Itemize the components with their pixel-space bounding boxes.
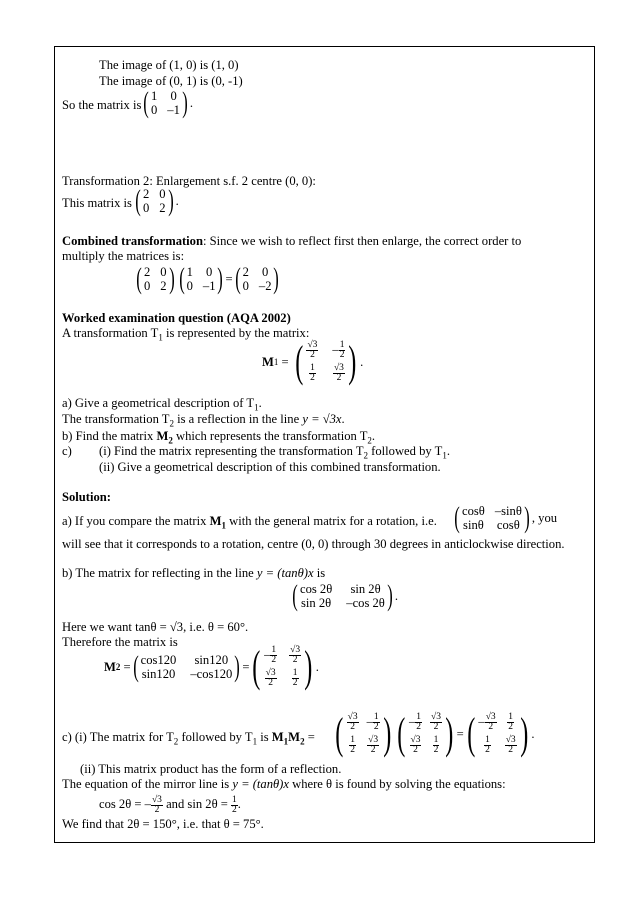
matrix-cell: sin120 <box>194 653 229 667</box>
matrix-cell: – $\frac{1}{2}$ <box>366 712 379 732</box>
mirror-post: where θ is found by solving the equations: <box>288 777 506 791</box>
solution-b-therefore: Therefore the matrix is <box>62 635 178 649</box>
solution-a-line-2: will see that it corresponds to a rotation, centre (0, 0) through 30 degrees in anticlockwise direction. <box>62 537 565 551</box>
reflection-x-matrix: ( 1 0 0 –1 ) . <box>143 86 194 119</box>
intro-matrix-label: So the matrix is <box>62 98 142 112</box>
combined-text-1: : Since we wish to reflect first then enlarge, the correct order to <box>202 234 522 248</box>
matrix-cell: cosθ <box>496 518 520 532</box>
solution-a-text: a) If you compare the matrix <box>62 514 210 528</box>
question-heading: Worked examination question (AQA 2002) <box>62 311 291 325</box>
matrix-cell: √3 2 <box>290 645 301 665</box>
fraction-num: √3 <box>307 340 318 350</box>
m2-label: M <box>104 659 116 674</box>
final-answer: We find that 2θ = 150°, i.e. that θ = 75°. <box>62 817 264 831</box>
matrix-cell: 0 <box>186 279 193 293</box>
subscript: 2 <box>300 736 305 747</box>
subscript: 1 <box>254 402 259 413</box>
matrix-cell: √3 2 <box>347 712 358 732</box>
matrix-cell: 0 <box>144 279 151 293</box>
matrix-cell: –cos120 <box>190 667 233 681</box>
matrix-cell: 0 <box>242 279 249 293</box>
matrix-cell: –cos 2θ <box>346 596 385 610</box>
matrix-cell: 2 <box>160 279 167 293</box>
part-c-i-mid: followed by T <box>368 444 443 458</box>
matrix-cell: 0 <box>206 265 213 279</box>
t2-rest: is a reflection in the line <box>173 412 303 426</box>
part-c-ii: (ii) Give a geometrical description of this combined transformation. <box>99 460 441 474</box>
part-b-matrix: M <box>156 429 169 443</box>
matrix-cell: 1 2 <box>350 735 356 755</box>
matrix-cell: –1 <box>202 279 216 293</box>
matrix-cell: cos120 <box>140 653 177 667</box>
matrix-cell <box>306 341 318 360</box>
solution-c-i-text: c) (i) The matrix for T <box>62 730 174 744</box>
minus-sign: – <box>332 342 339 357</box>
intro-line-1: The image of (1, 0) is (1, 0) <box>99 58 239 72</box>
subscript: 2 <box>169 418 174 429</box>
mirror-pre: The equation of the mirror line is <box>62 777 233 791</box>
matrix-cell: sinθ <box>463 518 484 532</box>
question-intro-rest: is represented by the matrix: <box>162 326 310 340</box>
matrix-cell: 0 <box>160 265 167 279</box>
subscript: 2 <box>173 736 179 747</box>
matrix-m2-derivation: M 2 = ( cos120 sin120 sin120 –cos120 ) = ( – $\frac{1}{2}$ √3 2 √3 2 1 2 ) . <box>104 642 319 691</box>
matrix-cell: 1 2 <box>485 735 490 755</box>
matrix-cell: 1 2 <box>433 735 439 755</box>
matrix-cell <box>332 341 345 360</box>
part-b-rest: which represents the transformation T <box>172 429 368 443</box>
matrix-cell: –sinθ <box>494 504 522 518</box>
m1-label: M <box>262 354 274 369</box>
subscript: 2 <box>363 450 369 461</box>
fraction-num: √3 <box>333 363 344 373</box>
solution-heading: Solution: <box>62 490 111 504</box>
part-b-text: b) Find the matrix <box>62 429 157 443</box>
matrix-cell: √3 2 <box>431 712 441 732</box>
matrix-cell: 1 <box>186 265 193 279</box>
solution-c-i-mid: followed by T <box>178 730 253 744</box>
matrix-cell: sin120 <box>141 667 176 681</box>
matrix-m1: M 1 = ( $\frac{√3}{2}$ – $\frac{1}{2}$ $\frac{1}{2}$ $\frac{√3}{2}$ ) . <box>262 337 364 386</box>
subscript: 2 <box>367 435 372 446</box>
part-c-i-text: (i) Find the matrix representing the transformation T <box>99 444 364 458</box>
matrix-cell: √3 2 <box>410 735 421 755</box>
fraction-num: 1 <box>310 363 315 373</box>
mirror-line-text <box>62 777 506 792</box>
solution-b-here: Here we want tanθ = √3, i.e. θ = 60°. <box>62 620 249 634</box>
subscript: 2 <box>168 435 173 446</box>
matrix-cell: 0 <box>262 265 269 279</box>
matrix-cell: √3 2 <box>505 735 516 755</box>
rotation-matrix: ( cosθ –sinθ sinθ cosθ ) , you <box>454 501 558 534</box>
matrix-cell <box>306 364 318 383</box>
eq-cos: cos 2θ = – <box>99 797 151 811</box>
combined-label: Combined transformation <box>62 234 203 248</box>
solution-a-matrix: M <box>209 514 222 528</box>
matrix-cell: –1 <box>167 103 180 117</box>
eq-and: and <box>162 797 188 811</box>
solution-b-post: is <box>313 566 326 580</box>
solution-a-you: , you <box>531 510 558 525</box>
solution-a-text-2: with the general matrix for a rotation, i.e. <box>225 514 437 528</box>
matrix-cell: 0 <box>159 187 166 201</box>
t2-equation: y = √3x <box>302 412 342 426</box>
subscript: 1 <box>221 520 226 531</box>
part-a: a) Give a geometrical description of $T_1$. <box>62 396 262 413</box>
matrix-cell: – $\frac{1}{2}$ <box>408 712 422 732</box>
part-c-i: (i) Find the matrix representing the transformation $T_2$ followed by $T_1$. <box>99 444 450 461</box>
product-m2: M <box>288 730 301 744</box>
subscript: 1 <box>273 357 279 367</box>
subscript: 1 <box>283 736 289 747</box>
solution-b-equation: y = (tanθ)x <box>256 566 314 580</box>
product-equation: ( √3 2 – $\frac{1}{2}$ 1 2 √3 2 ) ( – $\frac{1}{2}$ √3 2 √3 2 1 2 ) = ( – $\frac{√3}{2}$ 1 2 1 2 √3 2 ) . <box>335 709 535 758</box>
transformation2-matrix-label: This matrix is <box>62 196 132 210</box>
subscript: 1 <box>158 332 163 343</box>
matrix-cell: 1 2 <box>292 668 298 688</box>
product-m1: M <box>271 730 284 744</box>
matrix-cell: √3 2 <box>265 668 276 688</box>
solution-b-text: b) The matrix for reflecting in the line <box>62 566 257 580</box>
matrix-cell: 2 <box>242 265 249 279</box>
matrix-cell: 2 <box>144 265 151 279</box>
matrix-cell: sin 2θ <box>350 582 381 596</box>
matrix-cell: 2 <box>143 187 150 201</box>
subscript: 1 <box>442 450 447 461</box>
combined-line-1 <box>62 234 521 249</box>
mirror-equation: y = (tanθ)x <box>232 777 289 791</box>
fraction-den: 2 <box>339 350 345 360</box>
fraction-num: 1 <box>339 340 345 350</box>
matrix-cell <box>332 364 345 383</box>
matrix-cell: cos 2θ <box>300 582 333 596</box>
reflection-general-matrix: ( cos 2θ sin 2θ sin 2θ –cos 2θ ) . <box>292 579 398 612</box>
t2-text: The transformation T <box>62 412 170 426</box>
matrix-cell: 0 <box>143 201 150 215</box>
matrix-cell: – $\frac{1}{2}$ <box>264 645 277 665</box>
enlargement-matrix: ( 2 0 0 2 ) . <box>135 184 179 217</box>
intro-line-2: The image of (0, 1) is (0, -1) <box>99 74 243 88</box>
transformation2-heading: Transformation 2: Enlargement s.f. 2 centre (0, 0): <box>62 174 316 188</box>
eq-sin: sin 2θ = <box>187 797 231 811</box>
matrix-cell: 0 <box>151 103 158 117</box>
trig-equations: cos 2θ = – $\frac{√3}{2}$ and sin 2θ = $\frac{1}{2}$ . <box>99 794 241 815</box>
combined-line-2: multiply the matrices is: <box>62 249 185 263</box>
solution-c-i: c) (i) The matrix for $T_2$ followed by $T_1$ is $M_1M_2$ = <box>62 730 315 747</box>
solution-b-line-1 <box>62 566 325 581</box>
subscript: 1 <box>252 736 258 747</box>
t2-description: The transformation $T_2$ is a reflection in the line y = √3x. <box>62 412 345 429</box>
fraction-den: 2 <box>336 373 342 383</box>
question-intro-text: A transformation T <box>62 326 159 340</box>
matrix-cell: 2 <box>159 201 166 215</box>
part-b: b) Find the matrix $M_2$ which represents the transformation $T_2$. <box>62 429 376 446</box>
matrix-cell: – $\frac{√3}{2}$ <box>478 712 496 732</box>
subscript: 2 <box>115 662 121 672</box>
matrix-cell: 1 <box>151 89 158 103</box>
matrix-cell: 0 <box>170 89 177 103</box>
combined-equation: ( 2 0 0 2 ) ( 1 0 0 –1 ) = ( 2 0 0 –2 ) <box>136 262 280 295</box>
matrix-cell: √3 2 <box>368 735 379 755</box>
fraction-den: 2 <box>310 373 315 383</box>
solution-a-line-1 <box>62 514 437 534</box>
solution-c-i-is: is <box>257 730 272 744</box>
fraction-den: 2 <box>310 350 315 360</box>
matrix-cell: cosθ <box>462 504 485 518</box>
part-c-label: c) <box>62 444 72 458</box>
matrix-cell: –2 <box>258 279 272 293</box>
part-a-text: a) Give a geometrical description of T <box>62 396 255 410</box>
solution-c-ii: (ii) This matrix product has the form of a reflection. <box>80 762 342 776</box>
matrix-cell: sin 2θ <box>301 596 332 610</box>
matrix-cell: 1 2 <box>508 712 514 732</box>
